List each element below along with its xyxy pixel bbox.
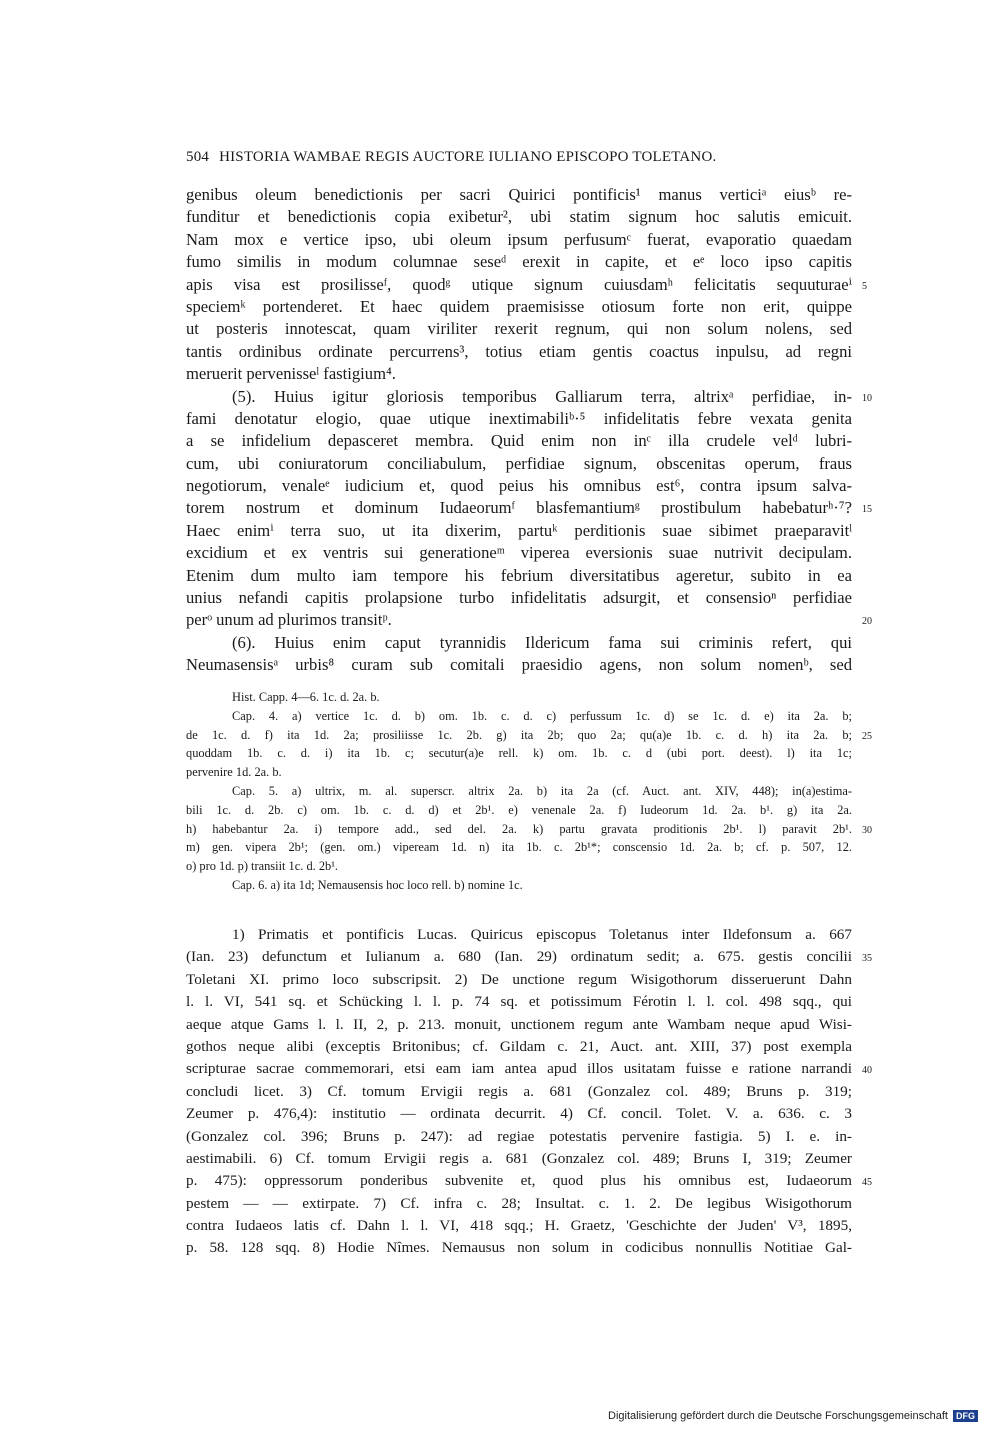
footnote-line-text: l. l. VI, 541 sq. et Schücking l. l. p. 74 sq. et potissimum Férotin l. l. col. 498 sqq., qui [186,993,852,1011]
body-line [186,565,852,587]
apparatus-line-text: quoddam 1b. c. d. i) ita 1b. c; secutur(a)e rell. k) om. 1b. c. d (ubi port. deest). l) ita 1c; [186,746,852,761]
apparatus-line [186,801,852,820]
body-line [186,386,872,408]
apparatus-line [186,688,852,707]
body-line-text: excidium et ex ventris sui generationeᵐ viperea eversionis suae nutrivit decipulam. [186,543,852,563]
footnote-line [186,1126,852,1148]
body-line-text: perᵒ unum ad plurimos transitᵖ. [186,610,392,630]
body-line-text: apis visa est prosilisseᶠ, quodᵍ utique signum cuiusdamʰ felicitatis sequuturaeⁱ [186,274,852,294]
running-title: HISTORIA WAMBAE REGIS AUCTORE IULIANO EPISCOPO TOLETANO. [219,149,717,165]
credit-text: Digitalisierung gefördert durch die Deutsche Forschungsgemeinschaft [608,1410,948,1422]
line-number: 5 [862,280,867,292]
apparatus-line-text: m) gen. vipera 2b¹; (gen. om.) vipeream 1d. n) ita 1b. c. 2b¹*; conscensio 1d. 2a. b; cf. p. 507, 12. [186,840,852,855]
footnote-line-text: Zeumer p. 476,4): institutio — ordinata decurrit. 4) Cf. concil. Tolet. V. a. 636. c. 3 [186,1105,852,1123]
apparatus-line-text: Hist. Capp. 4—6. 1c. d. 2a. b. [232,690,380,704]
body-line [186,654,852,676]
body-line-text: ut posteris innotescat, quam viriliter rexerit regnum, qui non solum nolens, sed [186,319,852,339]
line-number: 20 [862,616,872,628]
footnote-line [186,946,872,968]
body-line [186,274,867,296]
body-line-text: funditur et benedictionis copia exibetur², ubi statim signum hoc salutis emicuit. [186,207,852,227]
footnote-line [186,1193,852,1215]
apparatus-line [186,820,872,839]
body-line-text: a se infidelium depasceret membra. Quid enim non inᶜ illa crudele velᵈ lubri- [186,431,852,451]
apparatus-line [186,707,852,726]
body-line-text: Haec enimⁱ terra suo, ut ita dixerim, partuᵏ perditionis suae sibimet praeparavitˡ [186,520,852,540]
footnote-line [186,1058,872,1080]
body-line-text: unius nefandi capitis prolapsione turbo infidelitatis adsurgit, et consensioⁿ perfidiae [186,588,852,608]
line-number: 35 [862,953,872,965]
line-number: 30 [862,824,872,836]
footnote-line [186,1014,852,1036]
body-line [186,520,852,542]
footnote-line [186,1148,852,1170]
line-number: 45 [862,1177,872,1189]
footnote-line-text: scripturae sacrae commemorari, etsi eam iam antea apud illos usitatam fuisse e ratione narrandi [186,1060,852,1078]
footnote-line [186,1170,872,1192]
footnote-line-text: (Ian. 23) defunctum et Iulianum a. 680 (Ian. 29) ordinatum sedit; a. 675. gestis concilii [186,948,852,966]
body-line [186,609,872,631]
body-line-text: cum, ubi coniuratorum conciliabulum, perfidiae signum, obscenitas operum, fraus [186,453,852,473]
apparatus-line-text: h) habebantur 2a. i) tempore add., sed del. 2a. k) partu gravata proditionis 2b¹. l) paravit 2b¹. [186,821,852,836]
apparatus-line [186,838,852,857]
footnote-line-text: p. 475): oppressorum ponderibus subvenite et, quod plus his omnibus est, Iudaeorum [186,1172,852,1190]
apparatus-line [186,763,852,782]
apparatus-line-text: de 1c. d. f) ita 1d. 2a; prosiliisse 1c. 2b. g) ita 2b; quo 2a; qu(a)e 1b. c. d. h) ita 2a. b; [186,727,852,742]
body-line [186,318,852,340]
digitization-credit [608,1410,992,1424]
body-line [186,251,852,273]
body-line-text: Neumasensisᵃ urbis⁸ curam sub comitali praesidio agens, non solum nomenᵇ, sed [186,655,852,675]
footnote-line-text: p. 58. 128 sqq. 8) Hodie Nîmes. Nemausus non solum in codicibus nonnullis Notitiae Gal- [186,1239,852,1257]
body-line [186,542,852,564]
body-line [186,184,852,206]
body-line-text: (6). Huius enim caput tyrannidis Ildericum fama sui criminis refert, qui [232,632,852,652]
apparatus-line [186,857,852,876]
body-line [186,430,852,452]
apparatus-line [186,782,852,801]
body-line [186,206,852,228]
body-line [186,632,852,654]
line-number: 25 [862,730,872,742]
body-line-text: genibus oleum benedictionis per sacri Quirici pontificis¹ manus verticiᵃ eiusᵇ re- [186,185,852,204]
body-line-text: fami denotatur elogio, quae utique inextimabiliᵇ·⁵ infidelitatis febre vexata genita [186,408,852,428]
body-line [186,408,852,430]
critical-apparatus [186,688,872,895]
footnote-line [186,1237,852,1259]
footnote-line [186,1103,852,1125]
dfg-logo-icon: DFG [953,1410,978,1422]
apparatus-line-text: Cap. 6. a) ita 1d; Nemausensis hoc loco rell. b) nomine 1c. [232,877,523,892]
footnote-line-text: concludi licet. 3) Cf. tomum Ervigii regis a. 681 (Gonzalez col. 489; Bruns p. 319; [186,1082,852,1100]
body-line [186,363,852,385]
body-line [186,229,852,251]
footnote-line [186,924,852,946]
line-number: 15 [862,504,872,516]
footnote-line-text: pestem — — extirpate. 7) Cf. infra c. 28; Insultat. c. 1. 2. De legibus Wisigothorum [186,1194,852,1212]
footnote-line [186,1036,852,1058]
apparatus-line-text: bili 1c. d. 2b. c) om. 1b. c. d. d) et 2b¹. e) venenale 2a. f) Iudeorum 1d. 2a. b¹. g) ita 2a. [186,802,852,817]
apparatus-line-text: Cap. 4. a) vertice 1c. d. b) om. 1b. c. d. c) perfussum 1c. d) se 1c. d. e) ita 2a. b; [232,708,852,723]
apparatus-line [186,726,872,745]
apparatus-line-text: Cap. 5. a) ultrix, m. al. superscr. altrix 2a. b) ita 2a (cf. Auct. ant. XIV, 448); in(a)estima- [232,783,852,798]
body-line-text: (5). Huius igitur gloriosis temporibus Galliarum terra, altrixᵃ perfidiae, in- [232,386,852,406]
footnote-line-text: (Gonzalez col. 396; Bruns p. 247): ad regiae potestatis pervenire fastigia. 5) I. e. in- [186,1127,852,1145]
footnote-line-text: gothos neque alibi (exceptis Britonibus; cf. Gildam c. 21, Auct. ant. XIII, 37) post exempla [186,1037,852,1055]
body-line-text: meruerit pervenisseˡ fastigium⁴. [186,364,396,384]
apparatus-line-text: pervenire 1d. 2a. b. [186,765,282,780]
body-line-text: Nam mox e vertice ipso, ubi oleum ipsum perfusumᶜ fuerat, evaporatio quaedam [186,229,852,249]
body-line [186,497,872,519]
body-line [186,475,852,497]
footnotes [186,924,872,1260]
body-line-text: negotiorum, venaleᵉ iudicium et, quod peius his omnibus est⁶, contra ipsum salva- [186,476,852,496]
apparatus-line-text: o) pro 1d. p) transiit 1c. d. 2b¹. [186,859,339,874]
apparatus-line [186,744,852,763]
body-line [186,587,852,609]
line-number: 40 [862,1065,872,1077]
footnote-line-text: Toletani XI. primo loco subscripsit. 2) De unctione regum Wisigothorum disseruerunt Dahn [186,970,852,988]
apparatus-line [186,876,852,895]
footnote-line-text: 1) Primatis et pontificis Lucas. Quiricus episcopus Toletanus inter Ildefonsum a. 667 [232,926,852,943]
main-text [186,184,872,677]
running-header [186,149,850,166]
footnote-line [186,969,852,991]
body-line-text: Etenim dum multo iam tempore his febrium diversitatibus ageretur, subito in ea [186,565,852,585]
footnote-line-text: aestimabili. 6) Cf. tomum Ervigii regis a. 681 (Gonzalez col. 489; Bruns I, 319; Zeumer [186,1149,852,1167]
body-line-text: torem nostrum et dominum Iudaeorumᶠ blasfemantiumᵍ prostibulum habebaturʰ·⁷? [186,498,852,518]
page-number: 504 [186,149,210,165]
footnote-line [186,991,852,1013]
footnote-line [186,1215,852,1237]
footnote-line-text: contra Iudaeos latis cf. Dahn l. l. VI, 418 sqq.; H. Graetz, 'Geschichte der Juden' V³, 1895, [186,1217,852,1235]
body-line-text: tantis ordinibus ordinate percurrens³, totius etiam gentis coactus inpulsu, ad regni [186,341,852,361]
body-line [186,296,852,318]
body-line [186,341,852,363]
body-line [186,453,852,475]
body-line-text: fumo similis in modum columnae seseᵈ erexit in capite, et eᵉ loco ipso capitis [186,252,852,272]
footnote-line [186,1081,852,1103]
body-line-text: speciemᵏ portenderet. Et haec quidem praemisisse otiosum forte non erit, quippe [186,296,852,316]
line-number: 10 [862,392,872,404]
footnote-line-text: aeque atque Gams l. l. II, 2, p. 213. monuit, unctionem regum ante Wambam neque apud Wisi- [186,1015,852,1033]
